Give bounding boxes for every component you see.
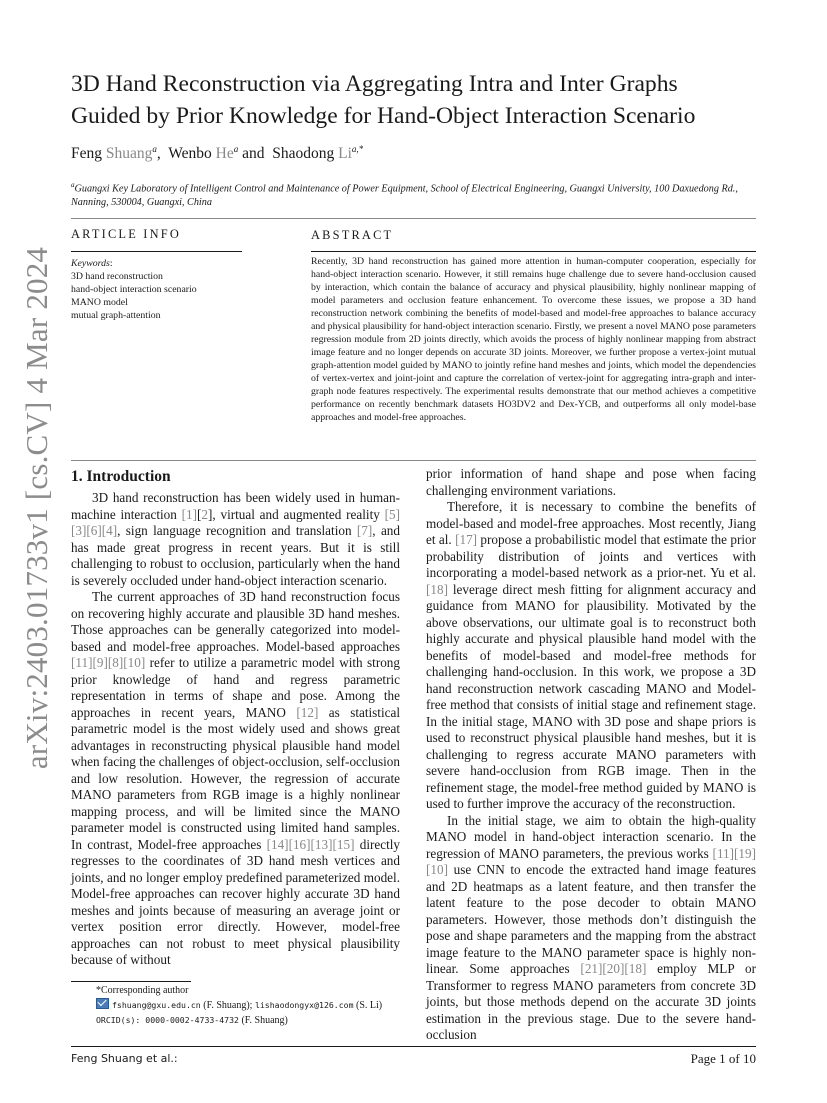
abstract-heading: ABSTRACT xyxy=(311,228,394,242)
keyword: MANO model xyxy=(71,297,128,308)
left-column xyxy=(71,490,400,969)
keyword: mutual graph-attention xyxy=(71,310,161,321)
body-text: In the initial stage, we aim to obtain the high-quality MANO model in hand-object interaction scenario. In the regression of MANO parameters, the previous works xyxy=(426,812,756,861)
body-text: Therefore, it is necessary to combine the benefits of model-based and model-free approaches. Most recently, Jiang et al. xyxy=(426,499,756,547)
body-text: directly regresses to the coordinates of 3D hand mesh vertices and joints, and no longer employ predefined parameterized model. Model-free approaches can recover highly accurate 3D hand meshes and joints because of measuring an average joint or vertex position error directly. However, model-free approaches can not robust to meet physical plausibility because of without xyxy=(71,836,400,967)
author-affiliation-mark: a xyxy=(152,144,157,154)
body-text: propose a probabilistic model that estimate the prior probability distribution of joints and vertices with incorporating a model-based network as a prior-net. Yu et al. xyxy=(426,532,756,580)
running-footer-authors: Feng Shuang et al.: xyxy=(71,1052,178,1065)
author-last-name[interactable]: He xyxy=(215,145,234,163)
keyword: 3D hand reconstruction xyxy=(71,271,163,282)
author xyxy=(272,145,363,162)
author-first-name: Wenbo xyxy=(168,145,212,163)
citation-link[interactable]: [11][19][10] xyxy=(426,845,756,877)
author-affiliation-mark: a xyxy=(233,144,239,154)
orcid-line xyxy=(96,1013,382,1028)
keywords-block: Keywords: 3D hand reconstruction hand-object interaction scenario MANO model mutual graph-attention xyxy=(71,258,197,321)
body-text: 3D hand reconstruction has been widely used in human-machine interaction xyxy=(71,490,400,522)
article-info-heading: ARTICLE INFO xyxy=(71,227,181,241)
right-column xyxy=(426,466,756,1044)
author-last-name[interactable]: Li xyxy=(338,145,352,163)
author-separator: , xyxy=(156,145,169,163)
arxiv-stamp-text: arXiv:2403.01733v1 [cs.CV] 4 Mar 2024 xyxy=(19,246,54,770)
body-text: refer to utilize a parametric model with strong prior knowledge of hand and regress parametric representation in terms of shape and pose. Among the approaches in recent years, MANO xyxy=(71,655,400,720)
orcid-link[interactable]: 0000-0002-4733-4732 xyxy=(145,1015,239,1025)
citation-link[interactable]: [1] xyxy=(181,506,198,522)
affiliation-mark: a xyxy=(71,181,75,189)
orcid-label: ORCID(s): xyxy=(96,1015,146,1025)
email-link[interactable]: lishaodongyx@126.com xyxy=(254,1000,354,1010)
citation-link[interactable]: [7] xyxy=(356,523,373,538)
email-line xyxy=(96,998,382,1013)
abstract-text: Recently, 3D hand reconstruction has gained more attention in human-computer cooperation, especially for hand-object interaction scenario. However, it still remains huge challenge due to severe hand-occlusion caused by interaction, which contain the balance of accuracy and physical plausibility, highly nonlinear mapping of model parameters and occlusion feature enhancement. To overcome these issues, we propose a 3D hand reconstruction network combining the benefits of model-based and model-free approaches to balance accuracy and physical plausibility for hand-object interaction scenario. Firstly, we present a novel MANO pose parameters regression module from 2D joints directly, which avoids the process of highly nonlinear mapping from abstract image feature and no longer depends on accurate 3D joints. Moreover, we further propose a vertex-joint mutual graph-attention model guided by MANO to jointly refine hand meshes and joints, which model the dependencies of vertex-vertex and joint-joint and capture the correlation of vertex-joint for aggregating intra-graph and inter-graph node features respectively. The experimental results demonstrate that our method achieves a competitive performance on recently benchmark datasets HO3DV2 and Dex-YCB, and outperforms all only model-base approaches and model-free approaches. xyxy=(311,256,756,423)
footer-divider xyxy=(71,1046,756,1047)
body-text: ], virtual and augmented reality xyxy=(208,506,385,522)
author xyxy=(71,145,157,162)
author-first-name: Feng xyxy=(71,145,102,163)
body-text: prior information of hand shape and pose when facing challenging environment variations. xyxy=(426,466,756,498)
author-last-name[interactable]: Shuang xyxy=(105,145,153,163)
body-text: , and has made great progress in recent years. But it is still challenging to robust to occlusion, particularly when the hand is severely occluded under hand-object interaction scenario. xyxy=(71,523,400,588)
title-line-2: Guided by Prior Knowledge for Hand-Object Interaction Scenario xyxy=(71,103,696,129)
affiliation-text: Guangxi Key Laboratory of Intelligent Control and Maintenance of Power Equipment, School of Electrical Engineering, Guangxi University, 100 Daxuedong Rd., Nanning, 530004, Guangxi, China xyxy=(71,183,738,208)
arxiv-identifier-stamp xyxy=(14,246,60,770)
page-number: Page 1 of 10 xyxy=(690,1051,756,1066)
article-info-divider xyxy=(71,251,242,252)
body-text: leverage direct mesh fitting for alignment accuracy and guidance from MANO for plausibility. Motivated by the above observations, our ultimate goal is to reconstruct both highly accurate and physical plausible hand model with the benefits of model-based and model-free methods for challenging hand-occlusion. In this work, we propose a 3D hand reconstruction network cascading MANO and Model-free method that consists of initial stage and refinement stage. In the initial stage, MANO with 3D pose and shape priors is used to reconstruct physical plausible hand meshes, but it is challenging to regress accurate MANO parameters with severe hand-occlusion from RGB image. Then in the refinement stage, the model-free method guided by MANO is used to further improve the accuracy of the reconstruction. xyxy=(426,581,756,811)
body-paragraph xyxy=(71,589,400,969)
email-owner: (S. Li) xyxy=(353,1000,383,1011)
citation-link[interactable]: [12] xyxy=(296,704,319,720)
envelope-icon xyxy=(96,998,109,1009)
citation-link[interactable]: [18] xyxy=(426,581,448,597)
orcid-owner: (F. Shuang) xyxy=(238,1015,288,1026)
body-paragraph xyxy=(426,466,756,499)
author-affiliation-mark: a,* xyxy=(351,144,364,154)
body-text: use CNN to encode the extracted hand image features and 2D heatmaps as a latent feature, and then transfer the latent feature to the pose decoder to obtain MANO parameters. However, those methods don’t distinguish the pose and shape parameters and the mapping from the abstract image feature to the MANO parameter space is highly non-linear. Some approaches xyxy=(426,862,756,976)
author xyxy=(168,145,238,162)
abstract-divider xyxy=(311,251,756,252)
author-first-name: Shaodong xyxy=(272,145,335,163)
citation-link[interactable]: [21][20][18] xyxy=(580,961,647,976)
footnote-divider xyxy=(71,981,191,982)
author-separator: and xyxy=(238,145,273,163)
section-heading-introduction: 1. Introduction xyxy=(71,468,171,485)
body-text: The current approaches of 3D hand reconstruction focus on recovering highly accurate and plausible 3D hand meshes. Those approaches can be generally categorized into model-based and model-free approaches. Model-based approaches xyxy=(71,589,400,654)
body-paragraph xyxy=(426,499,756,813)
citation-link[interactable]: [5][3][6][4] xyxy=(71,506,400,538)
body-divider xyxy=(71,460,756,461)
header-divider xyxy=(71,218,756,219)
body-paragraph xyxy=(426,813,756,1044)
email-owner: (F. Shuang); xyxy=(200,1000,255,1011)
keyword: hand-object interaction scenario xyxy=(71,284,197,295)
citation-link[interactable]: [17] xyxy=(455,532,478,547)
body-text: employ MLP or Transformer to regress MANO parameters from concrete 3D joints, but those methods depend on the accurate 3D joints estimation in the previous stage. Due to the severe hand-occlusion xyxy=(426,961,756,1042)
body-text: [ xyxy=(197,506,202,522)
footnote xyxy=(96,984,382,1028)
body-paragraph xyxy=(71,490,400,589)
affiliation xyxy=(71,179,761,209)
author-list xyxy=(71,144,363,163)
citation-link[interactable]: [14][16][13][15] xyxy=(266,836,355,852)
corresponding-author-note: *Corresponding author xyxy=(96,985,189,996)
citation-link[interactable]: 2 xyxy=(201,506,209,522)
citation-link[interactable]: [11][9][8][10] xyxy=(71,655,146,670)
title-line-1: 3D Hand Reconstruction via Aggregating Intra and Inter Graphs xyxy=(71,71,678,97)
paper-title xyxy=(71,68,771,132)
body-text: as statistical parametric model is the most widely used and shows great advantages in reconstructing physical plausible hand model when facing the challenges of object-occlusion, self-occlusion and low resolution. However, the regression of accurate MANO parameters from RGB image is a highly nonlinear mapping process, and will be limited since the MANO parameter model is constructed using limited hand samples. In contrast, Model-free approaches xyxy=(71,704,400,852)
body-text: , sign language recognition and translation xyxy=(117,523,357,538)
email-link[interactable]: fshuang@gxu.edu.cn xyxy=(112,1000,201,1010)
keywords-label: Keywords xyxy=(71,258,110,269)
